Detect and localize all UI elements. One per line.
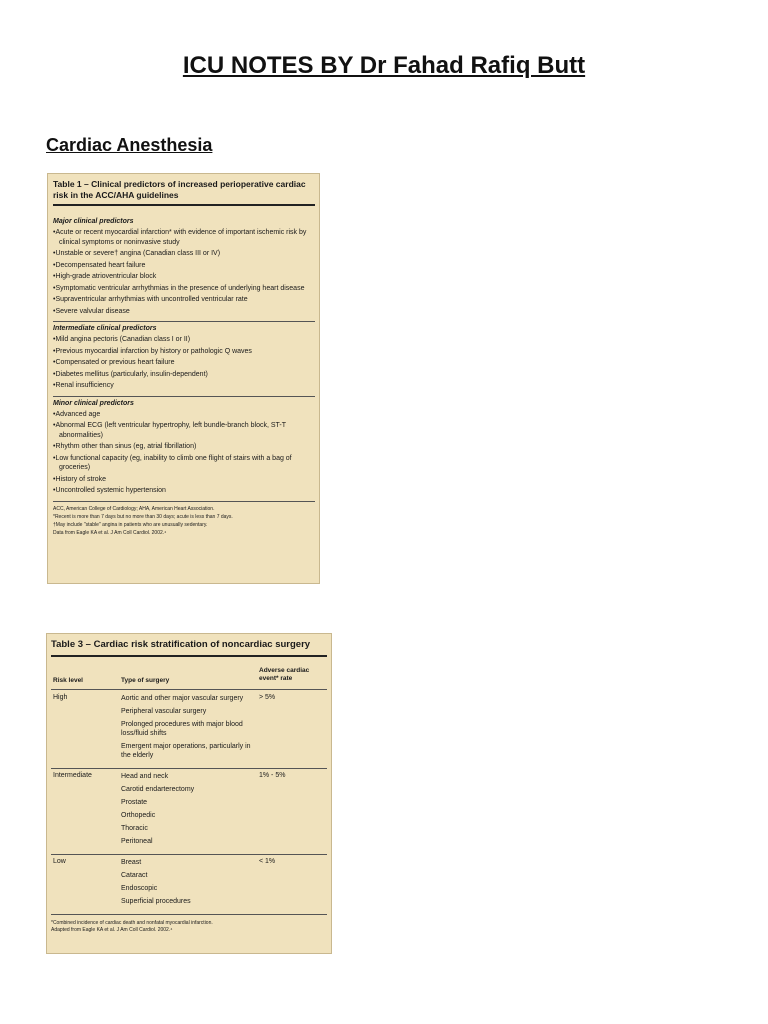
list-item: • Acute or recent myocardial infarction* with evidence of important ischemic risk by clinical symptoms or noninvasive study: [53, 228, 315, 247]
footnote: Data from Eagle KA et al. J Am Coll Cardiol. 2002.⁴: [53, 529, 167, 536]
footnote: ACC, American College of Cardiology; AHA, American Heart Association.: [53, 505, 215, 512]
table1-section-intermediate: [53, 322, 315, 397]
list-item: • Mild angina pectoris (Canadian class I or II): [53, 335, 315, 345]
table-row: [51, 769, 327, 855]
table3-header-row: [51, 665, 327, 690]
surgery-type-cell: Prostate: [121, 799, 148, 806]
surgery-type-cell: Prolonged procedures with major blood loss/fluid shifts: [121, 721, 243, 737]
event-rate-cell: > 5%: [259, 694, 276, 701]
list-item: • Decompensated heart failure: [53, 261, 315, 271]
column-header-risk-level: Risk level: [53, 677, 83, 684]
surgery-type-cell: Head and neck: [121, 773, 169, 780]
list-item: • Severe valvular disease: [53, 307, 315, 317]
table1-section-minor: [53, 397, 315, 502]
table1-body: [53, 215, 315, 538]
surgery-type-cell: Superficial procedures: [121, 898, 191, 905]
section-heading: Cardiac Anesthesia: [46, 135, 213, 155]
footnote: †May include "stable" angina in patients who are unusually sedentary.: [53, 521, 208, 528]
list-item: • History of stroke: [53, 475, 315, 485]
footnote: *Combined incidence of cardiac death and nonfatal myocardial infarction.: [51, 920, 213, 926]
risk-level-cell: High: [53, 694, 68, 701]
risk-level-cell: Low: [53, 858, 66, 865]
list-item: • Symptomatic ventricular arrhythmias in the presence of underlying heart disease: [53, 284, 315, 294]
event-rate-cell: 1% - 5%: [259, 772, 286, 779]
table3-body: [51, 691, 327, 915]
footnote: *Recent is more than 7 days but no more than 30 days; acute is less than 7 days.: [53, 513, 233, 520]
list-item: • Renal insufficiency: [53, 381, 315, 391]
event-rate-cell: < 1%: [259, 858, 276, 865]
table-row: [51, 855, 327, 915]
column-header-adverse-event-rate: Adverse cardiac event* rate: [259, 667, 310, 682]
list-item: • High-grade atrioventricular block: [53, 272, 315, 282]
list-item: • Abnormal ECG (left ventricular hypertrophy, left bundle-branch block, ST-T abnormalities): [53, 421, 315, 440]
table3-title: Table 3 – Cardiac risk stratification of noncardiac surgery: [51, 638, 327, 657]
list-item: • Low functional capacity (eg, inability to climb one flight of stairs with a bag of groceries): [53, 454, 315, 473]
surgery-type-cell: Orthopedic: [121, 812, 156, 819]
list-item: • Compensated or previous heart failure: [53, 358, 315, 368]
section-heading: Major clinical predictors: [53, 218, 134, 225]
table1-section-major: [53, 215, 315, 322]
surgery-type-cell: Emergent major operations, particularly in the elderly: [121, 743, 251, 759]
surgery-type-cell: Cataract: [121, 872, 148, 879]
surgery-type-cell: Carotid endarterectomy: [121, 786, 195, 793]
list-item: • Supraventricular arrhythmias with uncontrolled ventricular rate: [53, 295, 315, 305]
table-row: [51, 691, 327, 769]
table1-footnotes: [53, 502, 315, 537]
section-heading: Intermediate clinical predictors: [53, 325, 157, 332]
column-header-type-of-surgery: Type of surgery: [121, 677, 170, 684]
list-item: • Rhythm other than sinus (eg, atrial fibrillation): [53, 442, 315, 452]
list-item: • Diabetes mellitus (particularly, insulin-dependent): [53, 370, 315, 380]
document-title: ICU NOTES BY Dr Fahad Rafiq Butt: [182, 52, 586, 79]
surgery-type-cell: Peritoneal: [121, 838, 153, 845]
surgery-type-cell: Peripheral vascular surgery: [121, 708, 207, 715]
surgery-type-cell: Endoscopic: [121, 885, 158, 892]
table1-title: Table 1 – Clinical predictors of increased perioperative cardiac risk in the ACC/AHA guidelines: [53, 179, 315, 206]
table3-image: [46, 633, 332, 954]
surgery-type-cell: Aortic and other major vascular surgery: [121, 695, 244, 702]
table1-image: [47, 173, 320, 584]
footnote: Adapted from Eagle KA et al. J Am Coll Cardiol. 2002.⁴: [51, 927, 173, 933]
surgery-type-cell: Breast: [121, 859, 142, 866]
section-heading: Minor clinical predictors: [53, 399, 134, 407]
list-item: • Unstable or severe† angina (Canadian class III or IV): [53, 249, 315, 259]
list-item: • Uncontrolled systemic hypertension: [53, 486, 315, 496]
surgery-type-cell: Thoracic: [121, 825, 148, 832]
table3-footnotes: [51, 920, 327, 934]
list-item: • Advanced age: [53, 410, 315, 420]
risk-level-cell: Intermediate: [53, 772, 92, 779]
list-item: • Previous myocardial infarction by history or pathologic Q waves: [53, 347, 315, 357]
